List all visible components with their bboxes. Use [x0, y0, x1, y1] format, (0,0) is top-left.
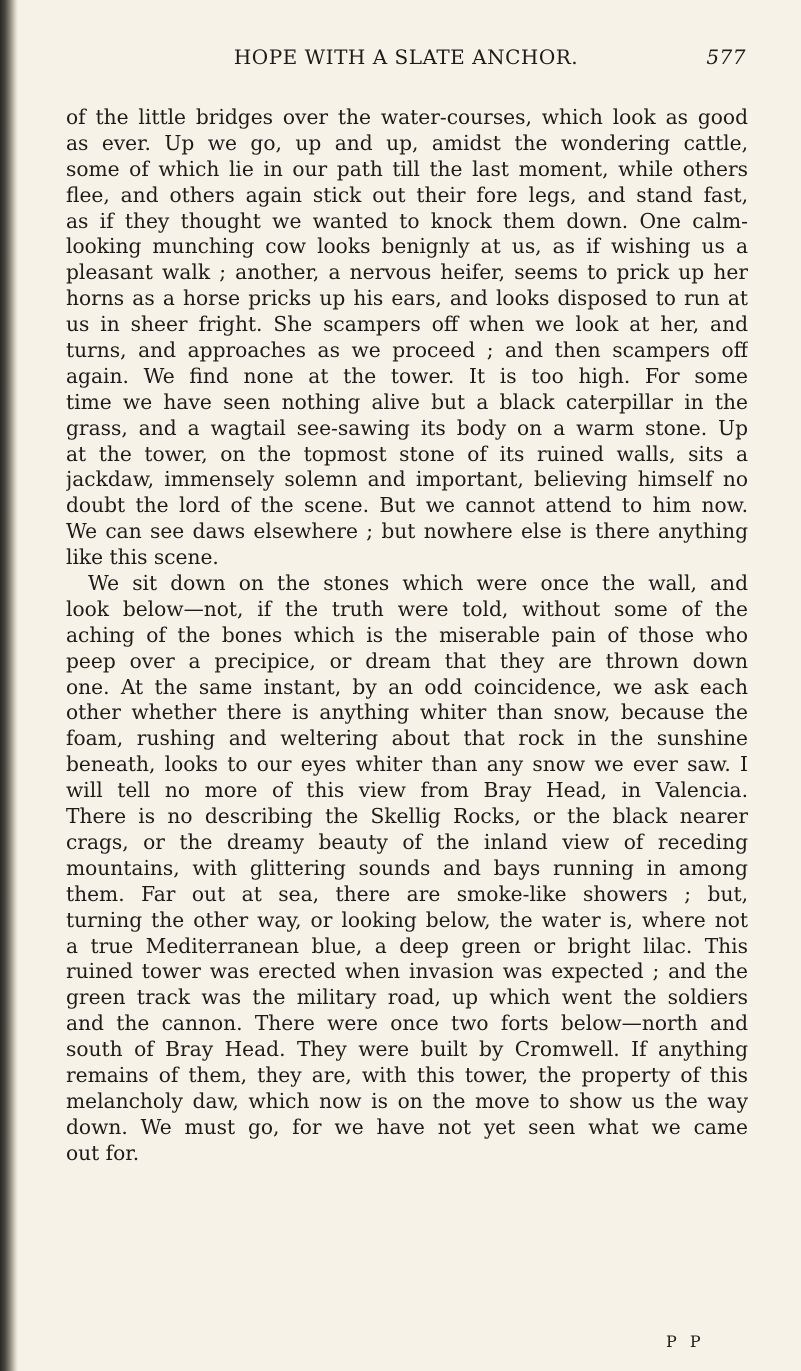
running-title: HOPE WITH A SLATE ANCHOR. [233, 45, 579, 69]
body-text [66, 105, 748, 1167]
text-line: crags, or the dreamy beauty of the inland view of receding [66, 829, 748, 854]
text-line: horns as a horse pricks up his ears, and looks disposed to run at [66, 286, 748, 311]
text-line: grass, and a wagtail see-sawing its body on a warm stone. Up [66, 415, 748, 440]
text-line: ruined tower was erected when invasion was expected ; and the [66, 959, 748, 984]
text-line: them. Far out at sea, there are smoke-like showers ; but, [66, 881, 748, 906]
text-line: doubt the lord of the scene. But we cannot attend to him now. [66, 493, 748, 518]
text-line: again. We find none at the tower. It is too high. For some [66, 363, 748, 388]
text-line: There is no describing the Skellig Rocks, or the black nearer [66, 804, 748, 829]
text-line: flee, and others again stick out their fore legs, and stand fast, [66, 182, 748, 207]
text-line: aching of the bones which is the miserable pain of those who [66, 622, 748, 647]
text-line: pleasant walk ; another, a nervous heifer, seems to prick up her [66, 260, 748, 285]
text-line: turning the other way, or looking below, the water is, where not [66, 907, 748, 932]
page-binding-edge [0, 0, 18, 1371]
text-line: and the cannon. There were once two forts below—north and [66, 1011, 748, 1036]
text-line: as ever. Up we go, up and up, amidst the wondering cattle, [66, 130, 748, 155]
text-line: melancholy daw, which now is on the move to show us the way [66, 1088, 748, 1113]
text-line: us in sheer fright. She scampers off when we look at her, and [66, 312, 748, 337]
text-line: remains of them, they are, with this tower, the property of this [66, 1062, 748, 1087]
text-line: time we have seen nothing alive but a black caterpillar in the [66, 389, 748, 414]
text-line-paragraph-end: like this scene. [66, 545, 219, 570]
text-line: a true Mediterranean blue, a deep green or bright lilac. This [66, 933, 748, 958]
text-line: one. At the same instant, by an odd coincidence, we ask each [66, 674, 748, 699]
text-line: We can see daws elsewhere ; but nowhere else is there anything [66, 519, 748, 544]
text-line: foam, rushing and weltering about that rock in the sunshine [66, 726, 748, 751]
text-line: looking munching cow looks benignly at us, as if wishing us a [66, 234, 748, 259]
text-line: at the tower, on the topmost stone of its ruined walls, sits a [66, 441, 748, 466]
text-line: jackdaw, immensely solemn and important, believing himself no [66, 467, 748, 492]
text-line-paragraph-end: out for. [66, 1140, 140, 1165]
text-line: mountains, with glittering sounds and bays running in among [66, 855, 748, 880]
text-line: some of which lie in our path till the last moment, while others [66, 156, 748, 181]
text-line-paragraph-start: We sit down on the stones which were once the wall, and [88, 571, 748, 596]
page-number: 577 [706, 45, 746, 69]
running-head [66, 45, 746, 79]
printer-signature-mark: P P [666, 1332, 705, 1351]
text-line: turns, and approaches as we proceed ; and then scampers off [66, 338, 748, 363]
text-line: will tell no more of this view from Bray Head, in Valencia. [66, 778, 748, 803]
text-line: other whether there is anything whiter than snow, because the [66, 700, 748, 725]
text-line: look below—not, if the truth were told, without some of the [66, 596, 748, 621]
text-line: beneath, looks to our eyes whiter than any snow we ever saw. I [66, 752, 748, 777]
text-line: down. We must go, for we have not yet seen what we came [66, 1114, 748, 1139]
text-line: south of Bray Head. They were built by Cromwell. If anything [66, 1037, 748, 1062]
text-line: as if they thought we wanted to knock them down. One calm- [66, 208, 748, 233]
text-line: green track was the military road, up which went the soldiers [66, 985, 748, 1010]
text-line: peep over a precipice, or dream that they are thrown down [66, 648, 748, 673]
text-line: of the little bridges over the water-courses, which look as good [66, 105, 748, 129]
